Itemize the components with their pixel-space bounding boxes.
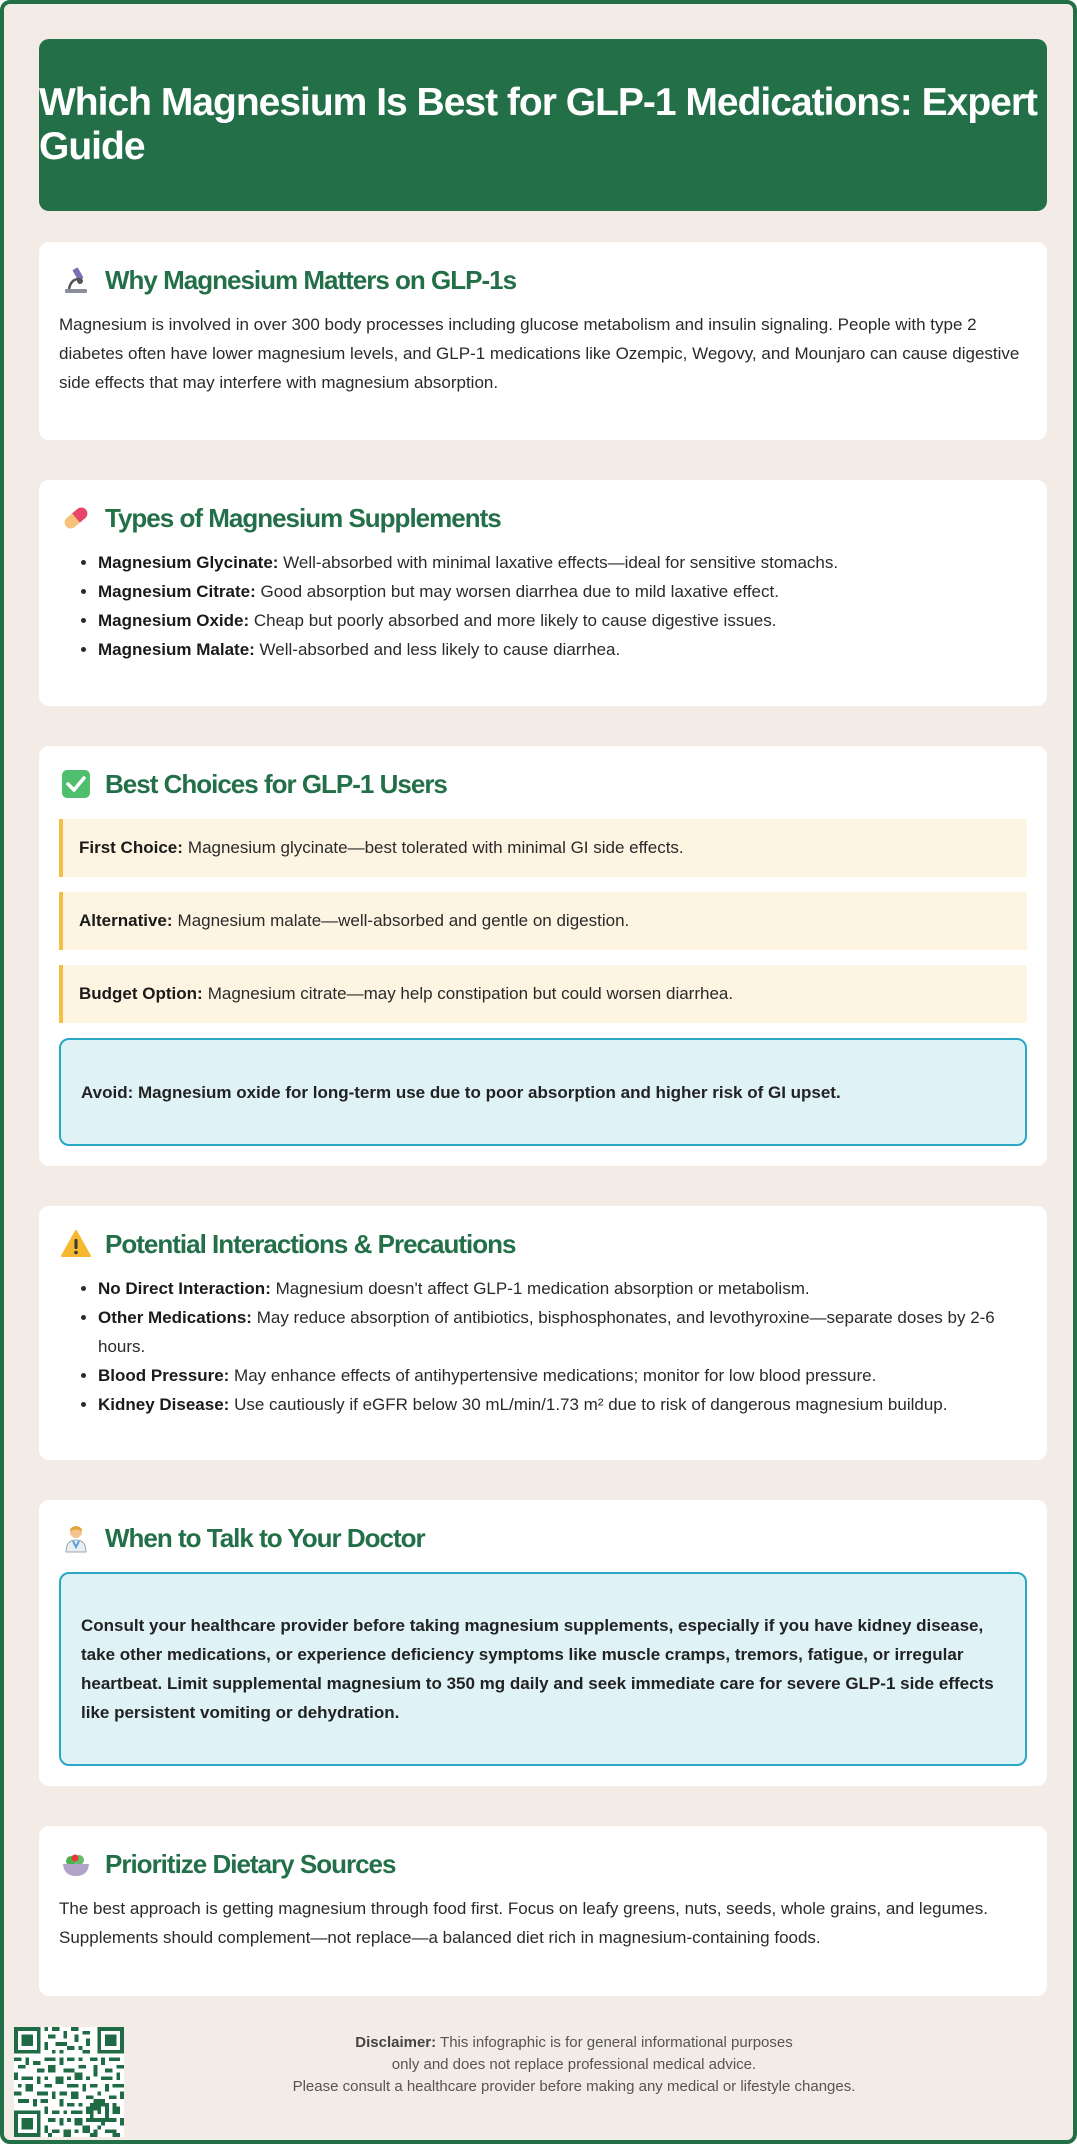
- section-title: Types of Magnesium Supplements: [105, 502, 501, 533]
- section-types: [39, 480, 1047, 706]
- list-item: • Magnesium Glycinate: Well-absorbed with minimal laxative effects—ideal for sensitive stomachs.: [98, 548, 1027, 577]
- section-header: [59, 764, 1027, 804]
- section-title: Best Choices for GLP-1 Users: [105, 768, 447, 799]
- pill-icon: [59, 501, 93, 535]
- section-title: Prioritize Dietary Sources: [105, 1848, 396, 1879]
- section-header: [59, 1844, 1027, 1884]
- disclaimer: Disclaimer: This infographic is for general informational purposes only and does not replace professional medical advice. Please consult a healthcare provider before making any medical or lifestyle changes.: [292, 2034, 856, 2095]
- doctor-note: Consult your healthcare provider before taking magnesium supplements, especially if you have kidney disease, take other medications, or experience deficiency symptoms like muscle cramps, tremors, fatigue, or irregular heartbeat. Limit supplemental magnesium to 350 mg daily and seek immediate care for severe GLP-1 side effects like persistent vomiting or dehydration.: [59, 1572, 1027, 1766]
- page-title: Which Magnesium Is Best for GLP-1 Medications: Expert Guide: [39, 81, 1038, 168]
- list-item: • Other Medications: May reduce absorption of antibiotics, bisphosphonates, and levothyroxine—separate doses by 2-6 hours.: [98, 1303, 1027, 1361]
- section-title: Potential Interactions & Precautions: [105, 1228, 516, 1259]
- doctor-icon: [59, 1521, 93, 1555]
- checkmark-icon: [59, 767, 93, 801]
- page-header: [39, 39, 1047, 211]
- section-title: When to Talk to Your Doctor: [105, 1522, 425, 1553]
- qr-code-icon: [14, 2027, 124, 2137]
- budget-option-callout: Budget Option: Magnesium citrate—may help constipation but could worsen diarrhea.: [59, 965, 1027, 1023]
- section-doctor: [39, 1500, 1047, 1786]
- warning-icon: [59, 1227, 93, 1261]
- section-dietary-sources: [39, 1826, 1047, 1996]
- section-header: [59, 1224, 1027, 1264]
- list-item: • No Direct Interaction: Magnesium doesn't affect GLP-1 medication absorption or metabolism.: [98, 1274, 1027, 1303]
- section-best-choices: [39, 746, 1047, 1166]
- section-why-magnesium: [39, 242, 1047, 440]
- section-interactions: [39, 1206, 1047, 1460]
- section-title: Why Magnesium Matters on GLP-1s: [105, 264, 517, 295]
- section-header: [59, 1518, 1027, 1558]
- list-item: • Magnesium Malate: Well-absorbed and less likely to cause diarrhea.: [98, 635, 1027, 664]
- section-header: [59, 260, 1027, 300]
- list-item: • Blood Pressure: May enhance effects of antihypertensive medications; monitor for low blood pressure.: [98, 1361, 1027, 1390]
- first-choice-callout: First Choice: Magnesium glycinate—best tolerated with minimal GI side effects.: [59, 819, 1027, 877]
- avoid-note: Avoid: Magnesium oxide for long-term use due to poor absorption and higher risk of GI upset.: [59, 1038, 1027, 1146]
- interaction-list: [59, 1274, 1027, 1419]
- section-header: [59, 498, 1027, 538]
- alternative-callout: Alternative: Magnesium malate—well-absorbed and gentle on digestion.: [59, 892, 1027, 950]
- section-text: The best approach is getting magnesium through food first. Focus on leafy greens, nuts, seeds, whole grains, and legumes. Supplements should complement—not replace—a balanced diet rich in magnesium-containing foods.: [59, 1899, 988, 1947]
- microscope-icon: [59, 263, 93, 297]
- section-text: Magnesium is involved in over 300 body processes including glucose metabolism and insulin signaling. People with type 2 diabetes often have lower magnesium levels, and GLP-1 medications like Ozempic, Wegovy, and Mounjaro can cause digestive side effects that may interfere with magnesium absorption.: [59, 315, 1020, 392]
- salad-bowl-icon: [59, 1847, 93, 1881]
- list-item: • Kidney Disease: Use cautiously if eGFR below 30 mL/min/1.73 m² due to risk of dangerous magnesium buildup.: [98, 1390, 1027, 1419]
- list-item: • Magnesium Oxide: Cheap but poorly absorbed and more likely to cause digestive issues.: [98, 606, 1027, 635]
- list-item: • Magnesium Citrate: Good absorption but may worsen diarrhea due to mild laxative effect.: [98, 577, 1027, 606]
- footer: [4, 2026, 1077, 2144]
- supplement-list: [59, 548, 1027, 664]
